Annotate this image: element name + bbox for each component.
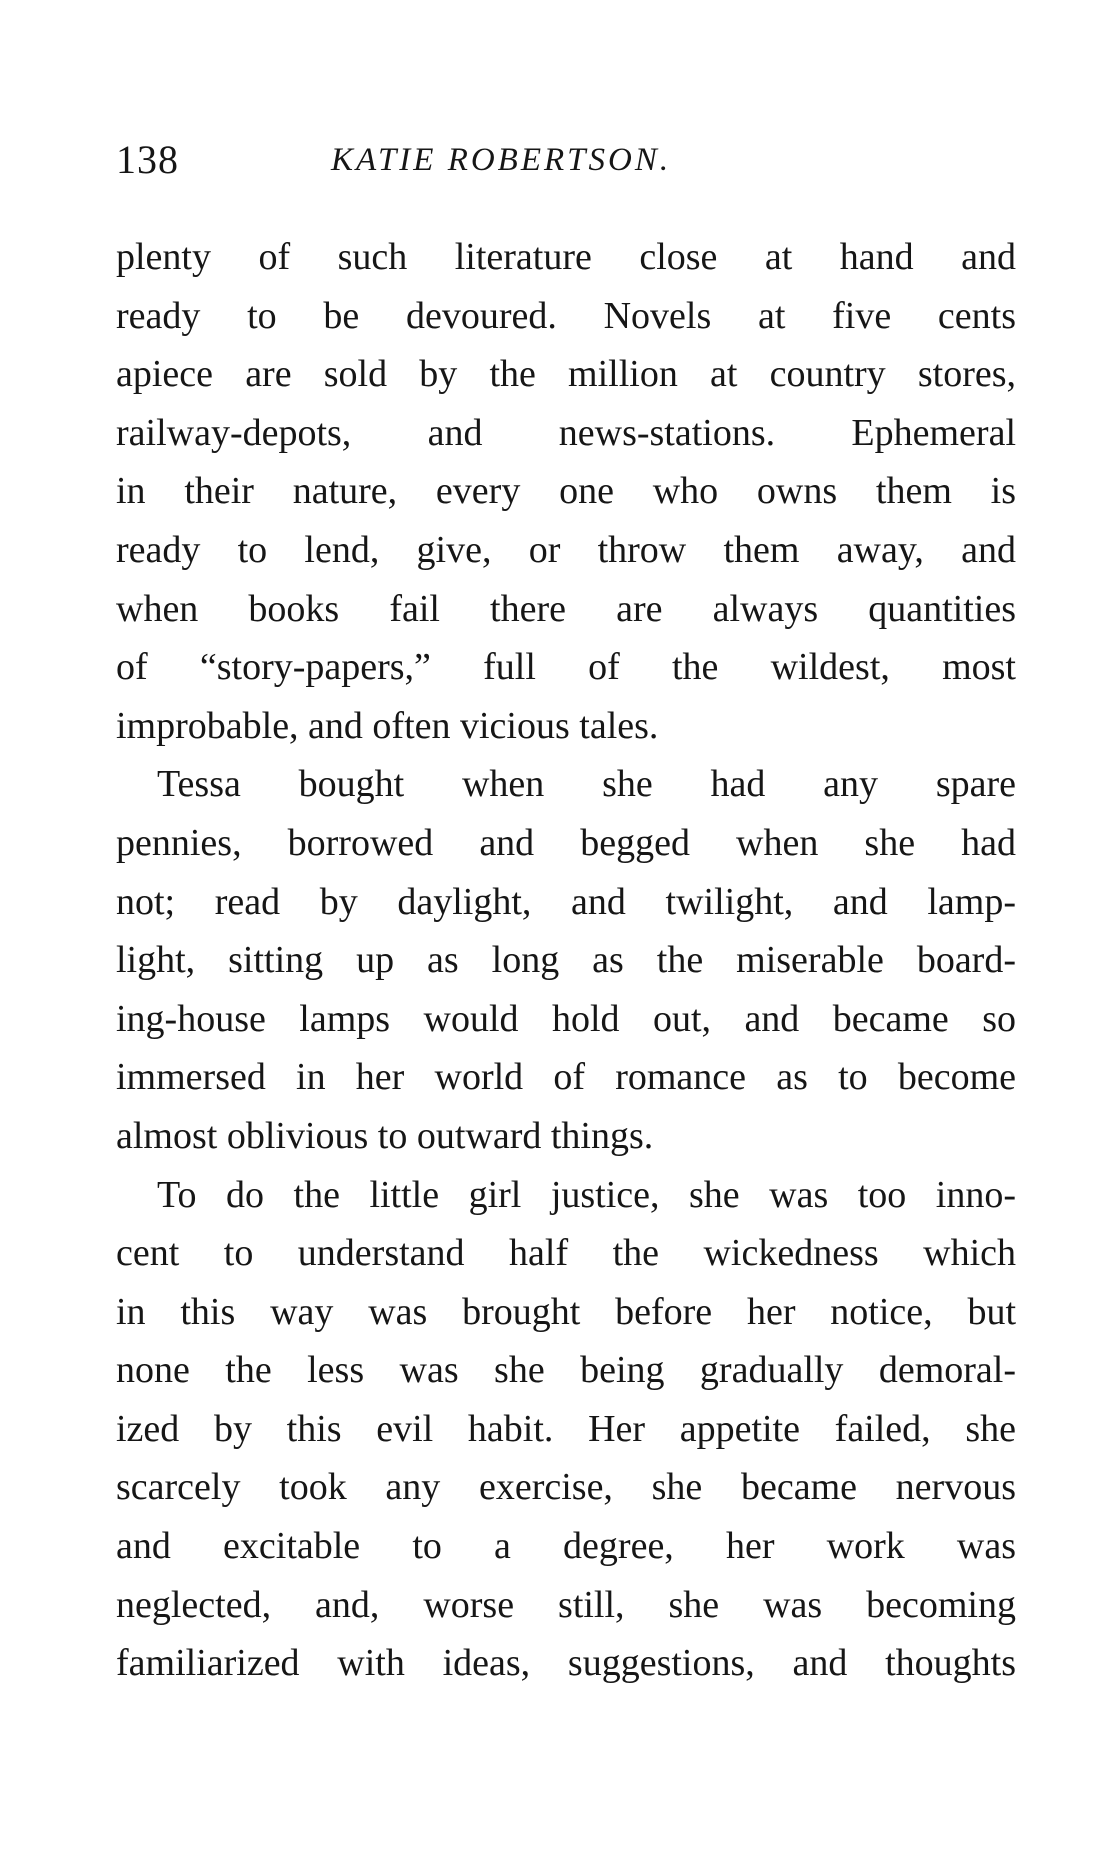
text-line: plenty of such literature close at hand and (116, 236, 1016, 278)
text-line: ready to lend, give, or throw them away, and (116, 528, 1016, 571)
text-line: in their nature, every one who owns them is (116, 470, 1016, 513)
text-line: familiarized with ideas, suggestions, and thoughts (116, 1642, 1016, 1685)
text-line: not; read by daylight, and twilight, and lamp- (116, 880, 1016, 923)
text-line: railway-depots, and news-stations. Ephemeral (116, 411, 1016, 454)
text-line: scarcely took any exercise, she became nervous (116, 1466, 1016, 1509)
page-number: 138 (116, 137, 179, 182)
running-head: KATIE ROBERTSON. (331, 142, 672, 178)
text-line: ready to be devoured. Novels at five cents (116, 294, 1016, 337)
text-line: apiece are sold by the million at country stores, (116, 353, 1016, 396)
text-line: of “story-papers,” full of the wildest, most (116, 646, 1016, 689)
text-line: ized by this evil habit. Her appetite failed, she (116, 1407, 1016, 1450)
text-line: none the less was she being gradually demoral- (116, 1349, 1016, 1392)
text-line: cent to understand half the wickedness which (116, 1232, 1016, 1275)
paragraph-end-line: almost oblivious to outward things. (116, 1114, 654, 1157)
text-line: pennies, borrowed and begged when she had (116, 821, 1016, 864)
text-line: in this way was brought before her notice, but (116, 1290, 1016, 1333)
text-line: neglected, and, worse still, she was becoming (116, 1583, 1016, 1626)
text-line: and excitable to a degree, her work was (116, 1525, 1016, 1568)
paragraph-start-line: Tessa bought when she had any spare (157, 763, 1016, 806)
text-line: ing-house lamps would hold out, and became so (116, 997, 1016, 1040)
paragraph-end-line: improbable, and often vicious tales. (116, 704, 659, 747)
text-line: when books fail there are always quantities (116, 587, 1016, 630)
text-line: light, sitting up as long as the miserable board- (116, 939, 1016, 982)
paragraph-start-line: To do the little girl justice, she was too inno- (157, 1173, 1016, 1216)
page-header (116, 136, 1016, 196)
text-line: immersed in her world of romance as to become (116, 1056, 1016, 1099)
body-text (116, 228, 1016, 1693)
